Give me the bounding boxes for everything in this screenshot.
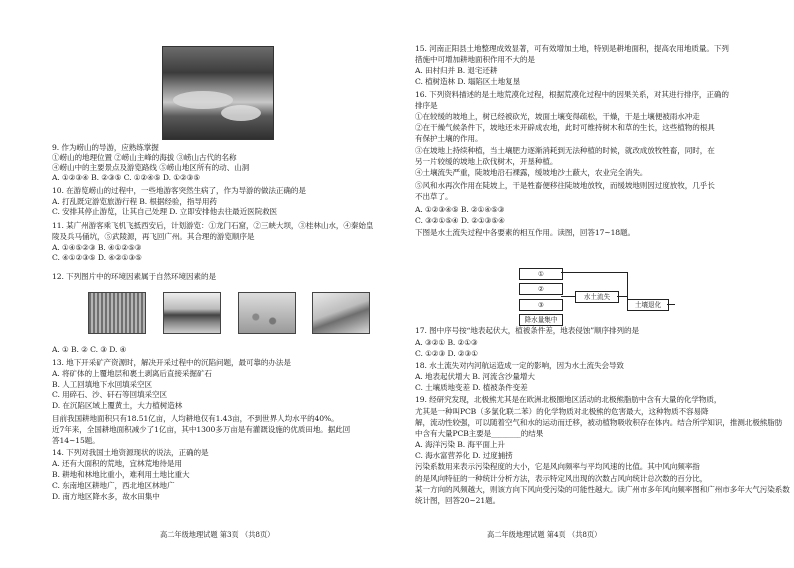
right-text-line: C. 土壤质地变差 D. 植被条件变差 — [415, 383, 528, 392]
diagram-box-3: ③ — [519, 299, 563, 311]
photo-3-sheep-grassland — [238, 292, 296, 334]
diagram-box-1: ① — [519, 268, 563, 280]
right-text-line: 统计图，回答20~21题。 — [415, 496, 501, 505]
right-text-line: C. ③②①⑤④ D. ②①③⑤④ — [415, 216, 505, 225]
right-text-line: 18. 水土流失对内河航运造成一定的影响，因为水土流失会导致 — [415, 361, 624, 370]
diagram-box-2: ② — [519, 283, 563, 295]
right-text-line: ①在较缓的坡地上，树已经被砍光，坡面土壤变得疏松，干燥，干是土壤便被雨水冲走 — [415, 112, 700, 121]
diagram-arrow — [617, 296, 627, 297]
right-text-line: 不出草了。 — [415, 192, 453, 201]
right-text-line: A. ③②① B. ②①③ — [415, 338, 478, 347]
left-text-line: C. 用碎石、沙、矸石等回填采空区 — [52, 390, 167, 399]
left-text-line: D. 在沉陷区域上覆黄土，大力植树造林 — [52, 401, 183, 410]
left-text-line: B. 人工回填地下水回填采空区 — [52, 380, 153, 389]
diagram-arrow — [561, 296, 575, 297]
right-text-line: ③在坡地上持续种植，当土壤肥力逐渐消耗到无法种植的时候，就改成放牧牲畜，同时，在 — [415, 146, 715, 155]
right-text-line: 15. 河南正阳县土地整理成效显著，可有效增加土地，特别是耕地面积，提高农用地质量。下列 — [415, 44, 729, 53]
diagram-arrow — [627, 272, 628, 299]
right-text-line: C. 植树造林 D. 塌陷区土地复垦 — [415, 77, 521, 86]
left-text-line: C. 东南地区耕地广，西北地区林地广 — [52, 481, 175, 490]
diagram-box-soil-degradation: 土壤退化 — [627, 299, 669, 311]
left-text-line: 陵及兵马俑坑，⑤武陵源，再飞回广州。其合理的游览顺序是 — [52, 232, 255, 241]
left-text-line: 10. 在游览崂山的过程中，一些地游客突然生病了，作为导游的做法正确的是 — [52, 186, 306, 195]
photo-1-wheat-field — [88, 292, 146, 334]
right-text-line: ④土壤流失严重，陡坡地沿石裸露，缓坡地沙土蔽大，农业完全消失。 — [415, 168, 648, 177]
left-text-line: A. 将矿体的上覆地层和裹土剥离后直接采掘矿石 — [52, 369, 212, 378]
right-text-line: A. 海洋污染 B. 海平面上升 — [415, 440, 505, 449]
right-text-line: 措施中可增加耕地面积作用不大的是 — [415, 55, 535, 64]
left-text-line: B. 耕地和林地比重小，难利用土地比重大 — [52, 470, 190, 479]
left-text-line: 11. 某广州游客乘飞机飞抵西安后，计划游览：①龙门石窟，②三峡大坝，③桂林山水，④秦始皇 — [52, 221, 374, 230]
left-text-line: 近7年来，全国耕地面积减少了1亿亩，其中1300多万亩是有灌溉设施的优质田地。据此回 — [52, 425, 351, 434]
right-text-line: 排序是 — [415, 101, 438, 110]
left-text-line: 14. 下列对我国土地资源现状的说法，正确的是 — [52, 448, 209, 457]
left-text-line: ①崂山的地理位置 ②崂山主峰的海拔 ③崂山古代的名称 — [52, 153, 237, 162]
right-text-line: 下图是水土流失过程中各要素的相互作用。读图，回答17~18题。 — [415, 228, 636, 237]
right-text-line: C. ①②③ D. ②③① — [415, 349, 478, 358]
right-text-line: 19. 经研究发现，北极熊尤其是在欧洲北极圈地区活动的北极熊脂肪中含有大量的化学物质， — [415, 395, 722, 404]
diagram-arrow — [561, 272, 627, 273]
right-text-line: 污染系数用来表示污染程度的大小，它是风向频率与平均风速的比值。其中风向频率指 — [415, 462, 700, 471]
left-text-line: 13. 地下开采矿产资源时，解决开采过程中的沉陷问题，最可靠的办法是 — [52, 358, 291, 367]
diagram-box-erosion: 水土流失 — [575, 291, 619, 303]
right-text-line: 某一方向的风频越大，则该方向下风向受污染的可能性越大。读广州市多年风向频率图和广州市多年大气污染系数 — [415, 485, 790, 494]
right-text-line: 17. 图中序号按“地表起伏大，植被条件差，地表侵蚀”顺序排列的是 — [415, 326, 639, 335]
left-text-line: 9. 作为崂山的导游，应熟练掌握 — [52, 143, 159, 152]
right-text-line: A. 地表起伏增大 B. 河流含沙量增大 — [415, 372, 535, 381]
left-text-line: A. 打乱既定游览旅游行程 B. 根据经验，指导用药 — [52, 197, 217, 206]
left-text-line: D. 南方地区降水多，故水田集中 — [52, 492, 160, 501]
right-text-line: ②在干燥气候条件下，坡地还未开辟成农地，此时可维持树木和草的生长，这些植物的根具 — [415, 123, 715, 132]
right-text-line: 解，流动性较强，可以随着空气和水的运动而迁移，被动植物吸收积存在体内。结合所学知识，推测北极熊脂肪 — [415, 418, 783, 427]
diagram-box-precip: 降水量集中 — [519, 314, 563, 326]
laoshan-photo — [162, 46, 274, 140]
right-text-line: A. ①②③④⑤ B. ②①④⑤③ — [415, 205, 505, 214]
right-page — [397, 0, 794, 568]
left-text-line: A. ①②③④ B. ②③⑤ C. ①②④⑤ D. ①②③⑤ — [52, 173, 201, 182]
right-text-line: 有保护土壤的作用。 — [415, 134, 483, 143]
photo-2-building-lake — [163, 292, 221, 334]
left-text-line: 答14~15题。 — [52, 436, 100, 445]
left-text-line: A. 还有大面积的荒地，宜林荒地待是用 — [52, 459, 182, 468]
photo-4-desert-dunes — [312, 292, 370, 334]
right-text-line: 尤其是一种叫PCB（多氯化联二苯）的化学物质对北极熊的危害最大，这种物质不容易降 — [415, 407, 709, 416]
left-page-footer: 高二年级地理试题 第3页 （共8页） — [160, 530, 275, 539]
right-text-line: 的是风向特征的一种统计分析方法，表示特定风出现的次数占风向统计总次数的百分比， — [415, 474, 708, 483]
left-text-line: A. ① B. ② C. ③ D. ④ — [52, 345, 127, 354]
right-text-line: C. 海水富营养化 D. 过度捕捞 — [415, 451, 513, 460]
diagram-arrow — [667, 304, 675, 305]
right-text-line: 另一片较缓的坡地上砍伐树木，开垦种植。 — [415, 157, 558, 166]
right-text-line: 16. 下列资料描述的是土地荒漠化过程，根据荒漠化过程中的因果关系，对其进行排序，正确的 — [415, 90, 729, 99]
left-text-line: C. ④①②③⑤ D. ④②①③⑤ — [52, 253, 142, 262]
left-text-line: C. 安排其停止游览，让其自己处理 D. 立即安排他去往最近医院救医 — [52, 207, 278, 216]
right-text-line: A. 田村归并 B. 退宅还耕 — [415, 66, 498, 75]
left-text-line: ④崂山中的主要景点及游览路线 ⑤崂山地区所有的动、山洞 — [52, 163, 250, 172]
left-text-line: 12. 下列图片中的环境因素属于自然环境因素的是 — [52, 272, 216, 281]
left-text-line: 目前我国耕地面积只有18.51亿亩，人均耕地仅有1.43亩，不到世界人均水平的40%。 — [52, 414, 339, 423]
right-text-line: ⑤风和水再次作用在陡坡上，干是牲畜便移往陡坡地放牧，而缓坡地则因过度放牧，几乎长 — [415, 181, 715, 190]
right-page-footer: 高二年级地理试题 第4页 （共8页） — [487, 530, 602, 539]
right-text-line: 中含有大量PCB主要是________的结果 — [415, 429, 544, 438]
left-text-line: A. ①④⑤②③ B. ④①②⑤③ — [52, 243, 142, 252]
